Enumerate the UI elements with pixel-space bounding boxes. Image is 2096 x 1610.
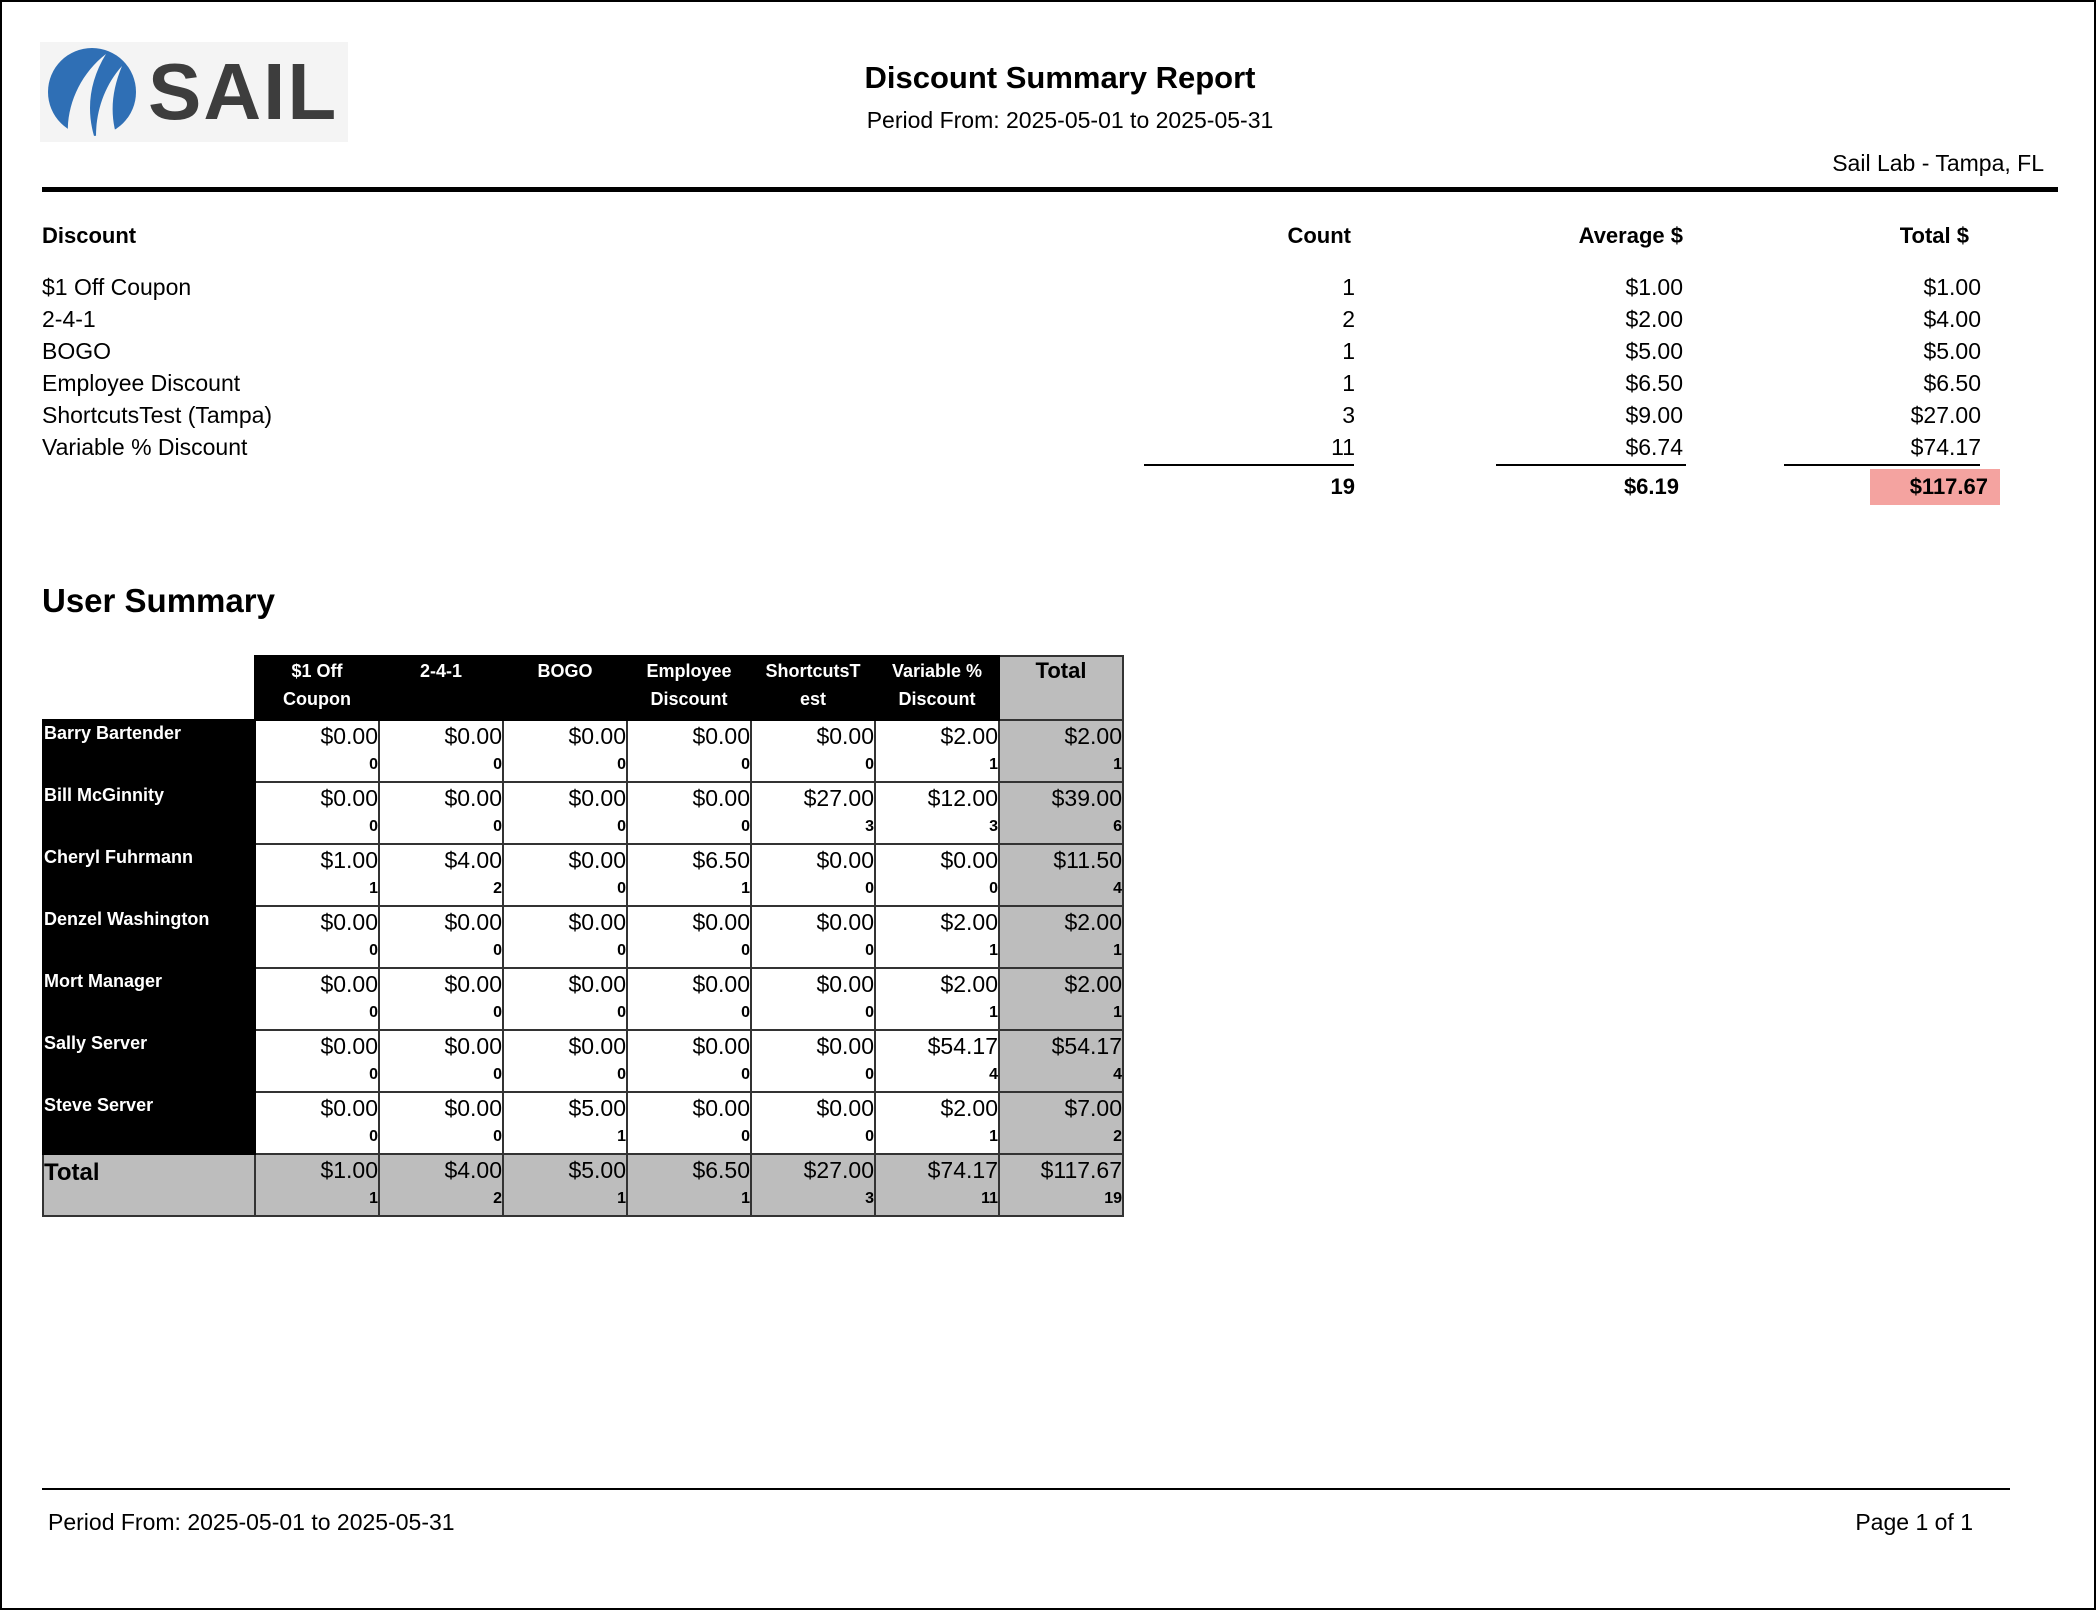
discount-column-header: Discount — [42, 223, 137, 248]
cell-amount: $27.00 — [803, 785, 874, 811]
table-corner — [43, 656, 255, 720]
count-column-header: Count — [1287, 223, 1351, 248]
user-cell — [751, 906, 875, 968]
user-cell — [255, 720, 379, 782]
column-header-line: Variable % — [891, 661, 983, 681]
cell-amount: $2.00 — [1064, 909, 1122, 935]
user-cell — [999, 844, 1123, 906]
cell-amount: $0.00 — [940, 847, 998, 873]
discount-average: $5.00 — [1625, 338, 1683, 364]
cell-amount: $0.00 — [568, 847, 626, 873]
cell-count: 2 — [493, 880, 502, 897]
user-cell — [627, 1154, 751, 1216]
discount-total: $6.50 — [1923, 370, 1981, 396]
user-row — [43, 968, 1123, 1030]
user-name: Mort Manager — [43, 968, 255, 1030]
user-cell — [503, 906, 627, 968]
discount-name: ShortcutsTest (Tampa) — [42, 402, 273, 428]
cell-amount: $0.00 — [320, 723, 378, 749]
column-header-line: BOGO — [537, 661, 593, 681]
total-row-label: Total — [43, 1154, 255, 1216]
cell-count: 0 — [741, 818, 750, 835]
user-name: Steve Server — [43, 1092, 255, 1154]
cell-count: 1 — [741, 1190, 750, 1207]
column-header — [503, 656, 627, 720]
cell-amount: $7.00 — [1064, 1095, 1122, 1121]
user-cell — [379, 782, 503, 844]
cell-amount: $2.00 — [1064, 723, 1122, 749]
cell-amount: $0.00 — [816, 847, 874, 873]
cell-count: 0 — [369, 756, 378, 773]
cell-amount: $0.00 — [444, 723, 502, 749]
cell-amount: $0.00 — [320, 909, 378, 935]
user-total-row — [43, 1154, 1123, 1216]
discount-name: 2-4-1 — [42, 306, 96, 332]
cell-count: 0 — [865, 1066, 874, 1083]
cell-amount: $0.00 — [816, 971, 874, 997]
cell-amount: $0.00 — [816, 1095, 874, 1121]
user-cell — [379, 1154, 503, 1216]
cell-amount: $0.00 — [568, 909, 626, 935]
cell-amount: $1.00 — [320, 1157, 378, 1183]
cell-amount: $1.00 — [320, 847, 378, 873]
column-header-line: Discount — [650, 689, 728, 709]
page-number: Page 1 of 1 — [1855, 1509, 1973, 1535]
column-header — [751, 656, 875, 720]
cell-count: 6 — [1113, 818, 1122, 835]
user-cell — [503, 782, 627, 844]
column-header-line: Total — [1035, 658, 1087, 683]
cell-amount: $0.00 — [816, 723, 874, 749]
cell-count: 0 — [865, 880, 874, 897]
user-cell — [751, 844, 875, 906]
user-cell — [627, 968, 751, 1030]
user-cell — [503, 968, 627, 1030]
cell-count: 0 — [617, 818, 626, 835]
cell-amount: $6.50 — [692, 847, 750, 873]
cell-count: 0 — [741, 1004, 750, 1021]
cell-amount: $6.50 — [692, 1157, 750, 1183]
discount-total: $5.00 — [1923, 338, 1981, 364]
column-header-line: Coupon — [283, 689, 351, 709]
user-cell — [627, 782, 751, 844]
total-count: 19 — [1330, 474, 1355, 499]
user-cell — [255, 782, 379, 844]
cell-amount: $0.00 — [444, 909, 502, 935]
cell-count: 1 — [1113, 1004, 1122, 1021]
average-total-rule — [1496, 464, 1686, 466]
cell-count: 1 — [369, 880, 378, 897]
user-cell — [627, 720, 751, 782]
user-cell — [999, 1092, 1123, 1154]
discount-row — [2, 338, 2096, 370]
cell-count: 0 — [741, 1066, 750, 1083]
cell-amount: $117.67 — [1040, 1157, 1122, 1183]
user-cell — [255, 1030, 379, 1092]
discount-row — [2, 370, 2096, 402]
cell-count: 1 — [741, 880, 750, 897]
grand-total: $117.67 — [1909, 474, 1988, 499]
cell-amount: $5.00 — [568, 1095, 626, 1121]
cell-amount: $0.00 — [568, 723, 626, 749]
cell-amount: $27.00 — [803, 1157, 874, 1183]
cell-amount: $0.00 — [444, 785, 502, 811]
cell-count: 0 — [369, 1004, 378, 1021]
user-cell — [627, 1030, 751, 1092]
discount-total: $1.00 — [1923, 274, 1981, 300]
cell-count: 0 — [865, 1004, 874, 1021]
column-header — [379, 656, 503, 720]
user-summary-title: User Summary — [42, 582, 275, 619]
discount-totals-row — [2, 474, 2096, 506]
user-row — [43, 720, 1123, 782]
user-cell — [627, 844, 751, 906]
cell-count: 1 — [617, 1190, 626, 1207]
user-cell — [255, 968, 379, 1030]
discount-count: 11 — [1331, 434, 1355, 460]
user-row — [43, 844, 1123, 906]
discount-name: Variable % Discount — [42, 434, 248, 460]
user-row — [43, 1030, 1123, 1092]
cell-amount: $54.17 — [1051, 1033, 1122, 1059]
cell-count: 1 — [1113, 942, 1122, 959]
cell-count: 0 — [493, 1128, 502, 1145]
cell-amount: $0.00 — [816, 909, 874, 935]
user-cell — [255, 1092, 379, 1154]
cell-amount: $0.00 — [320, 971, 378, 997]
user-cell — [999, 1154, 1123, 1216]
cell-amount: $0.00 — [568, 971, 626, 997]
user-name: Bill McGinnity — [43, 782, 255, 844]
cell-count: 1 — [989, 1128, 998, 1145]
user-cell — [379, 968, 503, 1030]
footer-period: Period From: 2025-05-01 to 2025-05-31 — [48, 1509, 455, 1535]
user-cell — [999, 906, 1123, 968]
report-period: Period From: 2025-05-01 to 2025-05-31 — [866, 107, 1274, 133]
cell-amount: $4.00 — [444, 1157, 502, 1183]
discount-average: $6.74 — [1625, 434, 1683, 460]
cell-count: 0 — [741, 942, 750, 959]
cell-amount: $12.00 — [927, 785, 998, 811]
total-total-rule — [1784, 464, 1980, 466]
cell-count: 0 — [493, 818, 502, 835]
cell-count: 0 — [617, 1004, 626, 1021]
user-cell — [999, 968, 1123, 1030]
user-table-header-row — [43, 656, 1123, 720]
user-cell — [627, 1092, 751, 1154]
cell-count: 0 — [493, 756, 502, 773]
cell-count: 0 — [865, 942, 874, 959]
user-cell — [255, 906, 379, 968]
user-cell — [999, 782, 1123, 844]
cell-amount: $0.00 — [444, 971, 502, 997]
user-cell — [875, 968, 999, 1030]
cell-count: 0 — [493, 1066, 502, 1083]
cell-count: 4 — [1113, 1066, 1122, 1083]
column-header-line: 2-4-1 — [419, 661, 463, 681]
user-cell — [751, 720, 875, 782]
cell-count: 0 — [369, 1066, 378, 1083]
user-cell — [379, 1030, 503, 1092]
column-header — [255, 656, 379, 720]
user-cell — [751, 1154, 875, 1216]
cell-count: 0 — [617, 1066, 626, 1083]
total-average: $6.19 — [1623, 474, 1679, 499]
user-cell — [255, 844, 379, 906]
cell-amount: $0.00 — [692, 971, 750, 997]
user-cell — [875, 1030, 999, 1092]
cell-count: 0 — [741, 1128, 750, 1145]
user-row — [43, 906, 1123, 968]
user-cell — [379, 1092, 503, 1154]
discount-average: $2.00 — [1625, 306, 1683, 332]
total-column-header: Total $ — [1899, 223, 1969, 248]
cell-count: 0 — [493, 1004, 502, 1021]
report-title: Discount Summary Report — [864, 60, 1256, 95]
cell-amount: $2.00 — [940, 971, 998, 997]
discount-name: $1 Off Coupon — [42, 274, 192, 300]
discount-count: 2 — [1342, 306, 1355, 332]
cell-count: 11 — [981, 1190, 998, 1207]
discount-name: BOGO — [42, 338, 112, 364]
user-cell — [875, 1092, 999, 1154]
cell-amount: $4.00 — [444, 847, 502, 873]
cell-count: 0 — [493, 942, 502, 959]
user-row — [43, 782, 1123, 844]
user-cell — [875, 782, 999, 844]
discount-name: Employee Discount — [42, 370, 241, 396]
user-cell — [379, 906, 503, 968]
cell-count: 0 — [617, 942, 626, 959]
cell-amount: $11.50 — [1053, 847, 1122, 873]
cell-count: 1 — [989, 942, 998, 959]
cell-count: 0 — [741, 756, 750, 773]
cell-amount: $0.00 — [444, 1033, 502, 1059]
cell-count: 1 — [1113, 756, 1122, 773]
cell-count: 2 — [493, 1190, 502, 1207]
cell-count: 0 — [369, 1128, 378, 1145]
cell-amount: $2.00 — [940, 909, 998, 935]
cell-amount: $39.00 — [1051, 785, 1122, 811]
column-header — [875, 656, 999, 720]
user-name: Cheryl Fuhrmann — [43, 844, 255, 906]
user-cell — [875, 1154, 999, 1216]
average-column-header: Average $ — [1578, 223, 1683, 248]
cell-count: 1 — [369, 1190, 378, 1207]
cell-amount: $0.00 — [568, 1033, 626, 1059]
user-cell — [503, 844, 627, 906]
cell-amount: $2.00 — [1064, 971, 1122, 997]
cell-count: 4 — [1113, 880, 1122, 897]
user-cell — [751, 782, 875, 844]
user-cell — [255, 1154, 379, 1216]
cell-amount: $0.00 — [320, 785, 378, 811]
cell-amount: $0.00 — [320, 1095, 378, 1121]
user-cell — [751, 1092, 875, 1154]
cell-amount: $54.17 — [927, 1033, 998, 1059]
user-cell — [379, 844, 503, 906]
discount-average: $1.00 — [1625, 274, 1683, 300]
cell-count: 4 — [989, 1066, 998, 1083]
discount-row — [2, 306, 2096, 338]
discount-total: $74.17 — [1910, 434, 1981, 460]
cell-amount: $0.00 — [692, 1033, 750, 1059]
cell-amount: $0.00 — [692, 723, 750, 749]
cell-count: 1 — [617, 1128, 626, 1145]
user-cell — [875, 720, 999, 782]
user-cell — [503, 720, 627, 782]
user-cell — [503, 1154, 627, 1216]
cell-count: 0 — [989, 880, 998, 897]
discount-count: 3 — [1342, 402, 1355, 428]
discount-count: 1 — [1342, 338, 1355, 364]
user-row — [43, 1092, 1123, 1154]
discount-row — [2, 274, 2096, 306]
user-name: Denzel Washington — [43, 906, 255, 968]
column-header-line: Employee — [646, 661, 732, 681]
cell-amount: $0.00 — [692, 1095, 750, 1121]
column-header-line: ShortcutsT — [765, 661, 861, 681]
cell-count: 19 — [1104, 1190, 1122, 1207]
column-header-line: $1 Off — [291, 661, 343, 681]
cell-count: 0 — [369, 942, 378, 959]
cell-amount: $0.00 — [568, 785, 626, 811]
discount-row — [2, 434, 2096, 466]
cell-count: 0 — [369, 818, 378, 835]
user-cell — [999, 720, 1123, 782]
user-cell — [751, 968, 875, 1030]
cell-amount: $0.00 — [692, 785, 750, 811]
column-header-line: est — [799, 689, 826, 709]
discount-average: $9.00 — [1625, 402, 1683, 428]
user-summary-table — [42, 655, 1124, 1217]
cell-count: 3 — [989, 818, 998, 835]
footer-divider — [42, 1488, 2010, 1490]
count-total-rule — [1144, 464, 1354, 466]
user-cell — [999, 1030, 1123, 1092]
column-header-line: Discount — [898, 689, 976, 709]
cell-count: 3 — [865, 1190, 874, 1207]
discount-count: 1 — [1342, 370, 1355, 396]
user-name: Sally Server — [43, 1030, 255, 1092]
cell-amount: $5.00 — [568, 1157, 626, 1183]
cell-amount: $0.00 — [320, 1033, 378, 1059]
cell-count: 2 — [1113, 1128, 1122, 1145]
cell-amount: $0.00 — [816, 1033, 874, 1059]
cell-amount: $0.00 — [692, 909, 750, 935]
user-cell — [627, 906, 751, 968]
column-header — [627, 656, 751, 720]
discount-row — [2, 402, 2096, 434]
user-cell — [379, 720, 503, 782]
cell-count: 0 — [617, 880, 626, 897]
cell-count: 0 — [617, 756, 626, 773]
user-cell — [503, 1092, 627, 1154]
user-cell — [875, 844, 999, 906]
user-cell — [503, 1030, 627, 1092]
cell-amount: $2.00 — [940, 723, 998, 749]
discount-average: $6.50 — [1625, 370, 1683, 396]
logo-wordmark: SAIL — [148, 47, 339, 136]
discount-total: $27.00 — [1910, 402, 1981, 428]
user-cell — [875, 906, 999, 968]
column-header — [999, 656, 1123, 720]
cell-count: 0 — [865, 756, 874, 773]
discount-total: $4.00 — [1923, 306, 1981, 332]
header-divider — [42, 187, 2058, 192]
cell-amount: $2.00 — [940, 1095, 998, 1121]
cell-count: 1 — [989, 1004, 998, 1021]
cell-count: 0 — [865, 1128, 874, 1145]
cell-count: 1 — [989, 756, 998, 773]
discount-count: 1 — [1342, 274, 1355, 300]
location-label: Sail Lab - Tampa, FL — [1832, 150, 2044, 176]
cell-amount: $0.00 — [444, 1095, 502, 1121]
user-cell — [751, 1030, 875, 1092]
user-name: Barry Bartender — [43, 720, 255, 782]
cell-amount: $74.17 — [927, 1157, 998, 1183]
cell-count: 3 — [865, 818, 874, 835]
